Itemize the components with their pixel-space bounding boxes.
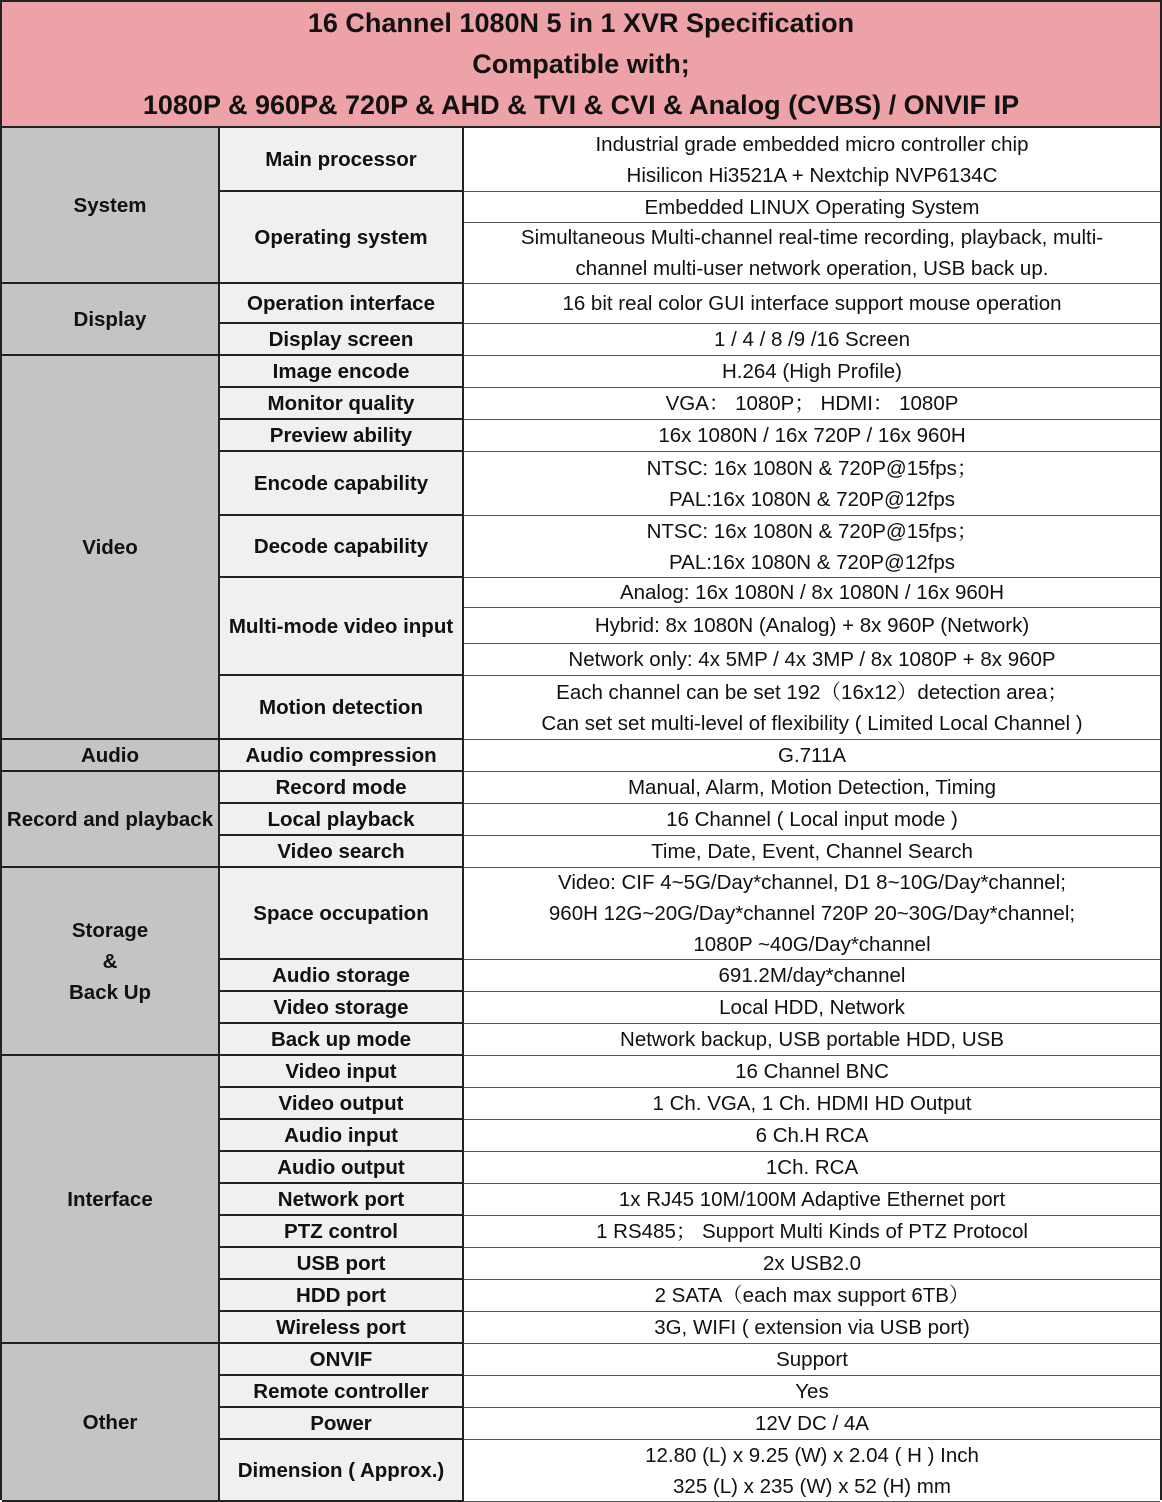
spec-value-line: Video: CIF 4~5G/Day*channel, D1 8~10G/Day*channel; — [558, 871, 1066, 894]
label-local-playback — [220, 804, 464, 836]
spec-label: Audio compression — [245, 743, 437, 767]
label-monitor-quality — [220, 388, 464, 420]
spec-value — [464, 772, 1160, 804]
spec-value-line: 2x USB2.0 — [763, 1252, 861, 1275]
spec-label: Main processor — [265, 147, 417, 171]
spec-value-line: 6 Ch.H RCA — [755, 1124, 869, 1147]
spec-value-line: Network only: 4x 5MP / 4x 3MP / 8x 1080P + 8x 960P — [568, 648, 1056, 671]
category-record-and-playback — [2, 772, 220, 868]
spec-value-line: PAL:16x 1080N & 720P@12fps — [669, 487, 955, 511]
category-label: Interface — [67, 1187, 153, 1211]
spec-value-line: 691.2M/day*channel — [718, 964, 906, 987]
spec-value-line: Network backup, USB portable HDD, USB — [620, 1028, 1004, 1051]
spec-value — [464, 324, 1160, 356]
spec-label: Operating system — [254, 225, 428, 249]
label-audio-output — [220, 1152, 464, 1184]
spec-value-line: Yes — [795, 1380, 829, 1403]
category-label: Storage — [71, 918, 149, 942]
spec-label: Wireless port — [276, 1315, 406, 1339]
label-video-search — [220, 836, 464, 868]
spec-label: Audio input — [284, 1123, 398, 1147]
spec-label: Decode capability — [253, 534, 429, 558]
spec-value — [464, 223, 1160, 284]
spec-value — [464, 960, 1160, 992]
spec-value-line: Hisilicon Hi3521A + Nextchip NVP6134C — [626, 163, 998, 187]
spec-value — [464, 1312, 1160, 1344]
title-line: Compatible with; — [472, 48, 690, 79]
label-audio-storage — [220, 960, 464, 992]
spec-value-line: Time, Date, Event, Channel Search — [651, 840, 973, 863]
spec-value-line: H.264 (High Profile) — [721, 360, 902, 383]
spec-label: Network port — [277, 1187, 405, 1211]
label-record-mode — [220, 772, 464, 804]
spec-value — [464, 1152, 1160, 1184]
category-video — [2, 356, 220, 740]
spec-label: Audio output — [277, 1155, 405, 1179]
label-motion-detection — [220, 676, 464, 740]
spec-value-line: 16 bit real color GUI interface support mouse operation — [562, 292, 1062, 315]
spec-label: Power — [310, 1411, 372, 1435]
spec-value — [464, 356, 1160, 388]
spec-value — [464, 836, 1160, 868]
category-interface — [2, 1056, 220, 1344]
spec-value — [464, 740, 1160, 772]
label-decode-capability — [220, 516, 464, 578]
spec-value-line: 1x RJ45 10M/100M Adaptive Ethernet port — [618, 1188, 1006, 1211]
spec-value-line: Industrial grade embedded micro controller chip — [595, 132, 1029, 156]
spec-label: Motion detection — [259, 695, 423, 719]
title-line: 1080P & 960P& 720P & AHD & TVI & CVI & Analog (CVBS) / ONVIF IP — [142, 89, 1020, 120]
label-image-encode — [220, 356, 464, 388]
spec-value-line: PAL:16x 1080N & 720P@12fps — [669, 550, 955, 574]
title-line: 16 Channel 1080N 5 in 1 XVR Specification — [307, 7, 855, 38]
spec-value — [464, 1376, 1160, 1408]
label-power — [220, 1408, 464, 1440]
spec-value-line: Analog: 16x 1080N / 8x 1080N / 16x 960H — [619, 581, 1005, 604]
label-audio-input — [220, 1120, 464, 1152]
spec-value-line: Manual, Alarm, Motion Detection, Timing — [627, 776, 997, 799]
spec-title — [2, 2, 1160, 128]
spec-value — [464, 1184, 1160, 1216]
spec-value-line: 12.80 (L) x 9.25 (W) x 2.04 ( H ) Inch — [645, 1443, 979, 1467]
label-onvif — [220, 1344, 464, 1376]
spec-label: Dimension ( Approx.) — [237, 1458, 445, 1482]
label-multi-mode-video-input — [220, 578, 464, 676]
spec-value — [464, 1440, 1160, 1502]
spec-value — [464, 1120, 1160, 1152]
spec-value-line: 1 / 4 / 8 /9 /16 Screen — [713, 328, 910, 351]
spec-value — [464, 192, 1160, 223]
spec-label: PTZ control — [284, 1219, 398, 1243]
spec-value — [464, 388, 1160, 420]
spec-label: Video storage — [273, 995, 409, 1019]
spec-label: Video input — [285, 1059, 397, 1083]
spec-value — [464, 1248, 1160, 1280]
label-ptz-control — [220, 1216, 464, 1248]
label-dimension — [220, 1440, 464, 1502]
spec-value-line: 1 RS485； Support Multi Kinds of PTZ Protocol — [596, 1220, 1028, 1243]
spec-value-line: Local HDD, Network — [719, 996, 905, 1019]
label-hdd-port — [220, 1280, 464, 1312]
spec-label: Encode capability — [253, 471, 429, 495]
spec-label: Space occupation — [253, 901, 429, 925]
category-audio — [2, 740, 220, 772]
label-display-screen — [220, 324, 464, 356]
spec-value — [464, 452, 1160, 516]
category-label: Back Up — [68, 980, 152, 1004]
spec-value-line: 325 (L) x 235 (W) x 52 (H) mm — [673, 1474, 951, 1498]
spec-value-line: 12V DC / 4A — [755, 1412, 869, 1435]
category-other — [2, 1344, 220, 1502]
spec-label: HDD port — [296, 1283, 386, 1307]
label-back-up-mode — [220, 1024, 464, 1056]
category-label: Audio — [80, 743, 140, 767]
spec-value — [464, 644, 1160, 676]
spec-value — [464, 420, 1160, 452]
spec-value-line: Simultaneous Multi-channel real-time recording, playback, multi- — [520, 226, 1104, 249]
category-label: System — [73, 193, 147, 217]
spec-label: Video search — [277, 839, 405, 863]
label-main-processor — [220, 128, 464, 192]
spec-value — [464, 992, 1160, 1024]
spec-value — [464, 516, 1160, 578]
spec-value-line: 3G, WIFI ( extension via USB port) — [654, 1316, 970, 1339]
spec-label: Image encode — [272, 359, 410, 383]
category-system — [2, 128, 220, 284]
spec-value-line: 16x 1080N / 16x 720P / 16x 960H — [658, 424, 966, 447]
spec-label: Preview ability — [269, 423, 413, 447]
spec-value-line: Support — [776, 1348, 848, 1371]
category-label: Display — [73, 307, 147, 331]
spec-label: ONVIF — [309, 1347, 373, 1371]
spec-value — [464, 1056, 1160, 1088]
spec-label: Monitor quality — [267, 391, 415, 415]
label-space-occupation — [220, 868, 464, 960]
spec-value-line: 1 Ch. VGA, 1 Ch. HDMI HD Output — [652, 1092, 972, 1115]
spec-value — [464, 578, 1160, 608]
spec-value — [464, 1408, 1160, 1440]
spec-value-line: 2 SATA（each max support 6TB） — [654, 1284, 970, 1307]
label-encode-capability — [220, 452, 464, 516]
label-network-port — [220, 1184, 464, 1216]
spec-label: Audio storage — [272, 963, 410, 987]
spec-value-line: NTSC: 16x 1080N & 720P@15fps； — [646, 456, 978, 480]
category-label: Video — [82, 535, 138, 559]
spec-value-line: 16 Channel BNC — [735, 1060, 889, 1083]
category-label: Record and playback — [6, 807, 214, 831]
spec-value — [464, 284, 1160, 324]
spec-value-line: 1Ch. RCA — [765, 1156, 859, 1179]
spec-value — [464, 1280, 1160, 1312]
spec-label: Multi-mode video input — [228, 614, 454, 638]
category-display — [2, 284, 220, 356]
spec-label: Record mode — [275, 775, 407, 799]
category-storage-and-back-up — [2, 868, 220, 1056]
spec-label: Remote controller — [253, 1379, 429, 1403]
spec-label: Local playback — [267, 807, 415, 831]
spec-value-line: Embedded LINUX Operating System — [644, 195, 980, 219]
category-label: & — [102, 949, 118, 973]
spec-value — [464, 608, 1160, 644]
spec-value-line: VGA： 1080P； HDMI： 1080P — [665, 392, 959, 415]
spec-value-line: 960H 12G~20G/Day*channel 720P 20~30G/Day*channel; — [548, 902, 1076, 925]
spec-value-line: Hybrid: 8x 1080N (Analog) + 8x 960P (Network) — [594, 614, 1030, 637]
label-usb-port — [220, 1248, 464, 1280]
spec-value — [464, 804, 1160, 836]
label-wireless-port — [220, 1312, 464, 1344]
spec-value — [464, 128, 1160, 192]
spec-value — [464, 1216, 1160, 1248]
label-video-output — [220, 1088, 464, 1120]
spec-value — [464, 1088, 1160, 1120]
spec-label: Operation interface — [247, 291, 435, 315]
spec-label: Display screen — [268, 327, 414, 351]
spec-value-line: Each channel can be set 192（16x12）detection area； — [556, 680, 1068, 704]
spec-value-line: NTSC: 16x 1080N & 720P@15fps； — [646, 519, 978, 543]
spec-value — [464, 676, 1160, 740]
spec-value-line: channel multi-user network operation, USB back up. — [575, 257, 1049, 280]
spec-value-line: G.711A — [778, 744, 846, 767]
spec-value — [464, 1024, 1160, 1056]
label-remote-controller — [220, 1376, 464, 1408]
spec-value-line: Can set set multi-level of flexibility ( Limited Local Channel ) — [541, 711, 1083, 735]
label-video-input — [220, 1056, 464, 1088]
spec-label: Video output — [278, 1091, 404, 1115]
spec-value — [464, 1344, 1160, 1376]
spec-label: Back up mode — [270, 1027, 412, 1051]
label-preview-ability — [220, 420, 464, 452]
label-operation-interface — [220, 284, 464, 324]
spec-label: USB port — [296, 1251, 386, 1275]
label-video-storage — [220, 992, 464, 1024]
label-audio-compression — [220, 740, 464, 772]
spec-value-line: 1080P ~40G/Day*channel — [693, 933, 931, 956]
spec-value — [464, 868, 1160, 960]
spec-value-line: 16 Channel ( Local input mode ) — [666, 808, 958, 831]
label-operating-system — [220, 192, 464, 284]
category-label: Other — [82, 1410, 138, 1434]
